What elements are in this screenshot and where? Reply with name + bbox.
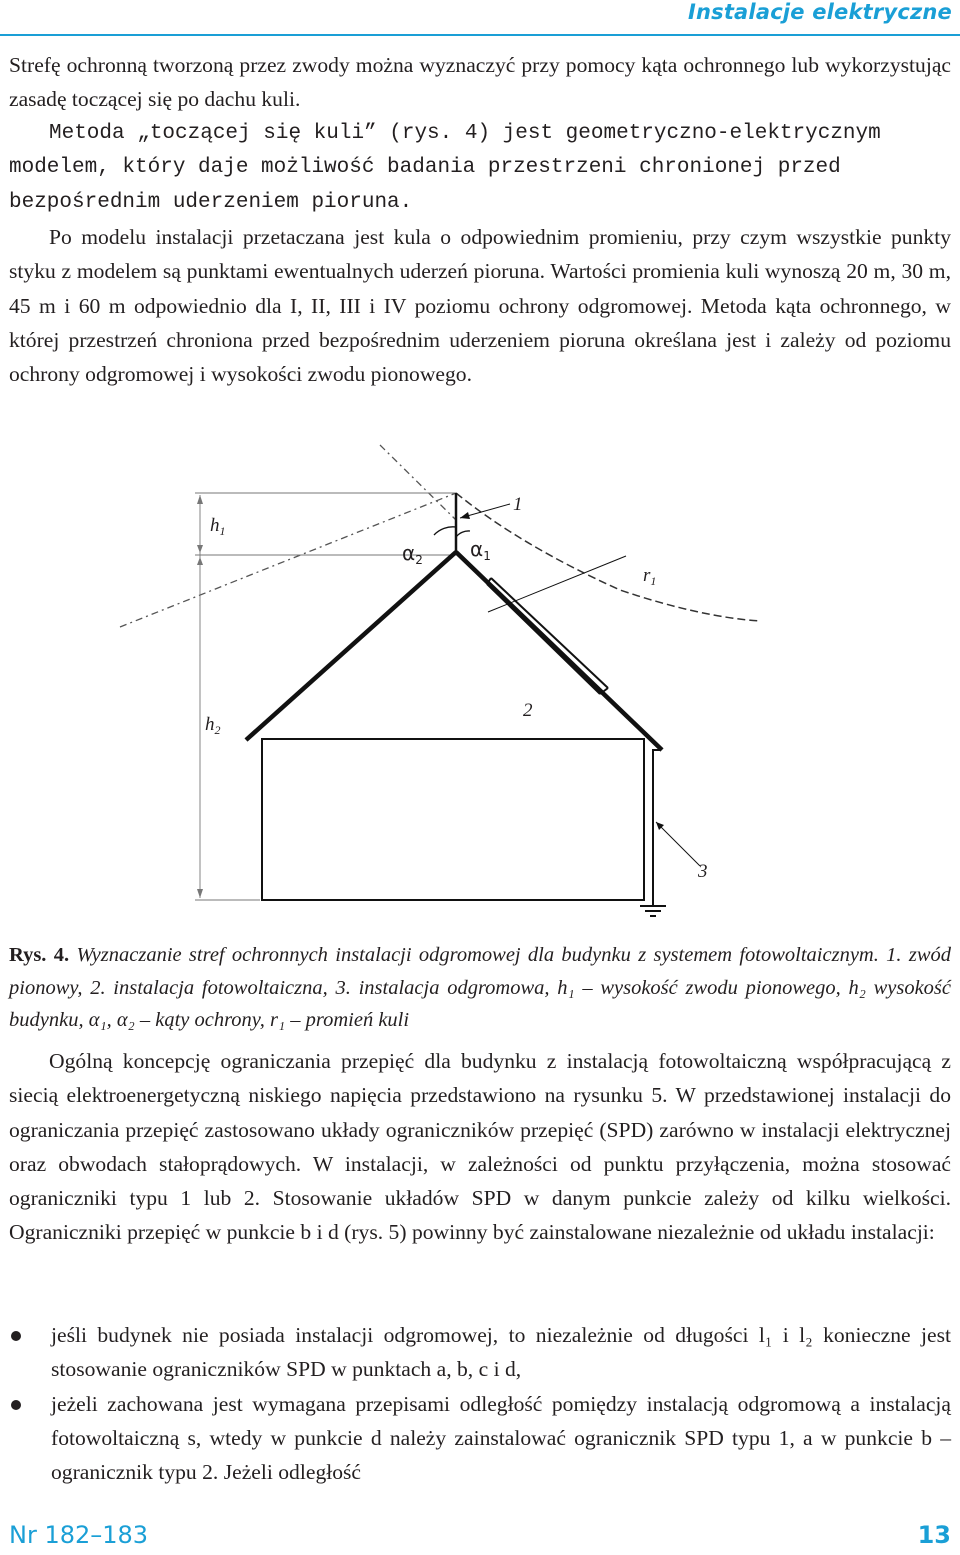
dimension-arrowhead-bottom bbox=[197, 889, 203, 898]
protection-angle-line-steep bbox=[380, 445, 456, 520]
dimension-arrowhead-mid-up bbox=[197, 545, 203, 553]
label-2: 2 bbox=[523, 700, 533, 721]
running-header: Instalacje elektryczne bbox=[687, 0, 952, 24]
bullet-list bbox=[9, 1318, 951, 1489]
bullet-text: jeżeli zachowana jest wymagana przepisami odległość pomiędzy instalacją odgromową a instalacją fotowoltaiczną s, wtedy w punkcie d należy zainstalować ogranicznik SPD typu 1, a w punkcie b – ogranicznik typu 2. Jeżeli odległość bbox=[51, 1391, 951, 1485]
dimension-arrowhead-mid-down bbox=[197, 557, 203, 565]
label-1: 1 bbox=[513, 494, 523, 515]
label-r1: $r_1$ bbox=[643, 565, 657, 588]
rolling-sphere-arc bbox=[456, 493, 760, 621]
figure-caption bbox=[9, 939, 951, 1037]
pv-panel-rail-2 bbox=[487, 584, 600, 694]
dimension-arrowhead-top bbox=[197, 495, 203, 504]
paragraph-protection-zone: Strefę ochronną tworzoną przez zwody można wyznaczyć przy pomocy kąta ochronnego lub wykorzystując zasadę toczącej się po dachu kuli. bbox=[9, 53, 951, 112]
bullet-dot-icon bbox=[11, 1400, 21, 1410]
caption-text: Wyznaczanie stref ochronnych instalacji odgromowej dla budynku z systemem fotowoltaicznym. 1. zwód pionowy, 2. instalacja fotowoltaiczna, 3. instalacja odgromowa, h₁ – wysokość zwodu pionowego, h₂ wysokość budynku, α₁, α₂ – kąty ochrony, r₁ – promień kuli bbox=[9, 944, 952, 1031]
pv-panel-rail-1 bbox=[491, 578, 608, 688]
roof-right bbox=[456, 552, 662, 750]
paragraph-surge-protection: Ogólną koncepcję ograniczania przepięć dla budynku z instalacją fotowoltaiczną współpracującą z siecią elektroenergetyczną niskiego napięcia przedstawiono na rysunku 5. W przedstawionej instalacji do ograniczania przepięć zastosowano układy ograniczników przepięć (SPD) zarówno w instalacji elektrycznej oraz obwodach stałoprądowych. W instalacji, w zależności od punktu przyłączenia, można stosować ograniczniki typu 1 lub 2. Stosowanie układów SPD w danym punkcie zależy od kilku wielkości. Ograniczniki przepięć w punkcie b i d (rys. 5) powinny być zainstalowane niezależnie od układu instalacji: bbox=[9, 1049, 951, 1245]
label-3: 3 bbox=[698, 861, 708, 882]
bullet-item-no-lightning-protection bbox=[9, 1318, 951, 1387]
paragraph-rolling-sphere: Metoda „toczącej się kuli” (rys. 4) jest geometryczno-elektrycznym modelem, który daje możliwość badania przestrzeni chronionej przed bezpośrednim uderzeniem pioruna. bbox=[9, 122, 881, 214]
roof-left bbox=[246, 552, 456, 740]
caption-label: Rys. 4. bbox=[9, 944, 70, 966]
bullet-text: jeśli budynek nie posiada instalacji odgromowej, to niezależnie od długości l₁ i l₂ konieczne jest stosowanie ograniczników SPD w punktach a, b, c i d, bbox=[51, 1323, 951, 1382]
bullet-item-separation-distance bbox=[9, 1387, 951, 1490]
leader-line-3 bbox=[656, 822, 700, 866]
angle-arc-alpha1 bbox=[456, 531, 470, 537]
paragraph-sphere-radius: Po modelu instalacji przetaczana jest kula o odpowiednim promieniu, przy czym wszystkie punkty styku z modelem są punktami ewentualnych uderzeń pioruna. Wartości promienia kuli wynoszą 20 m, 30 m, 45 m i 60 m odpowiednio dla I, II, III i IV poziomu ochrony odgromowej. Metoda kąta ochronnego, w której przestrzeń chroniona przed bezpośrednim uderzeniem pioruna określana jest i zależy od poziomu ochrony odgromowej i wysokości zwodu pionowego. bbox=[9, 225, 951, 387]
leader-arrow-1 bbox=[460, 512, 470, 519]
house-wall bbox=[262, 739, 644, 900]
footer-page-number: 13 bbox=[917, 1521, 951, 1549]
label-alpha1: $\alpha_1$ bbox=[470, 537, 491, 563]
bullet-dot-icon bbox=[11, 1331, 21, 1341]
header-rule bbox=[0, 34, 960, 36]
label-alpha2: $\alpha_2$ bbox=[402, 541, 423, 567]
angle-arc-alpha2 bbox=[434, 527, 456, 535]
footer-issue-number: Nr 182–183 bbox=[9, 1521, 149, 1549]
figure-rolling-sphere-diagram bbox=[0, 440, 960, 935]
label-h1: $h_1$ bbox=[210, 515, 226, 538]
label-h2: $h_2$ bbox=[205, 714, 221, 737]
